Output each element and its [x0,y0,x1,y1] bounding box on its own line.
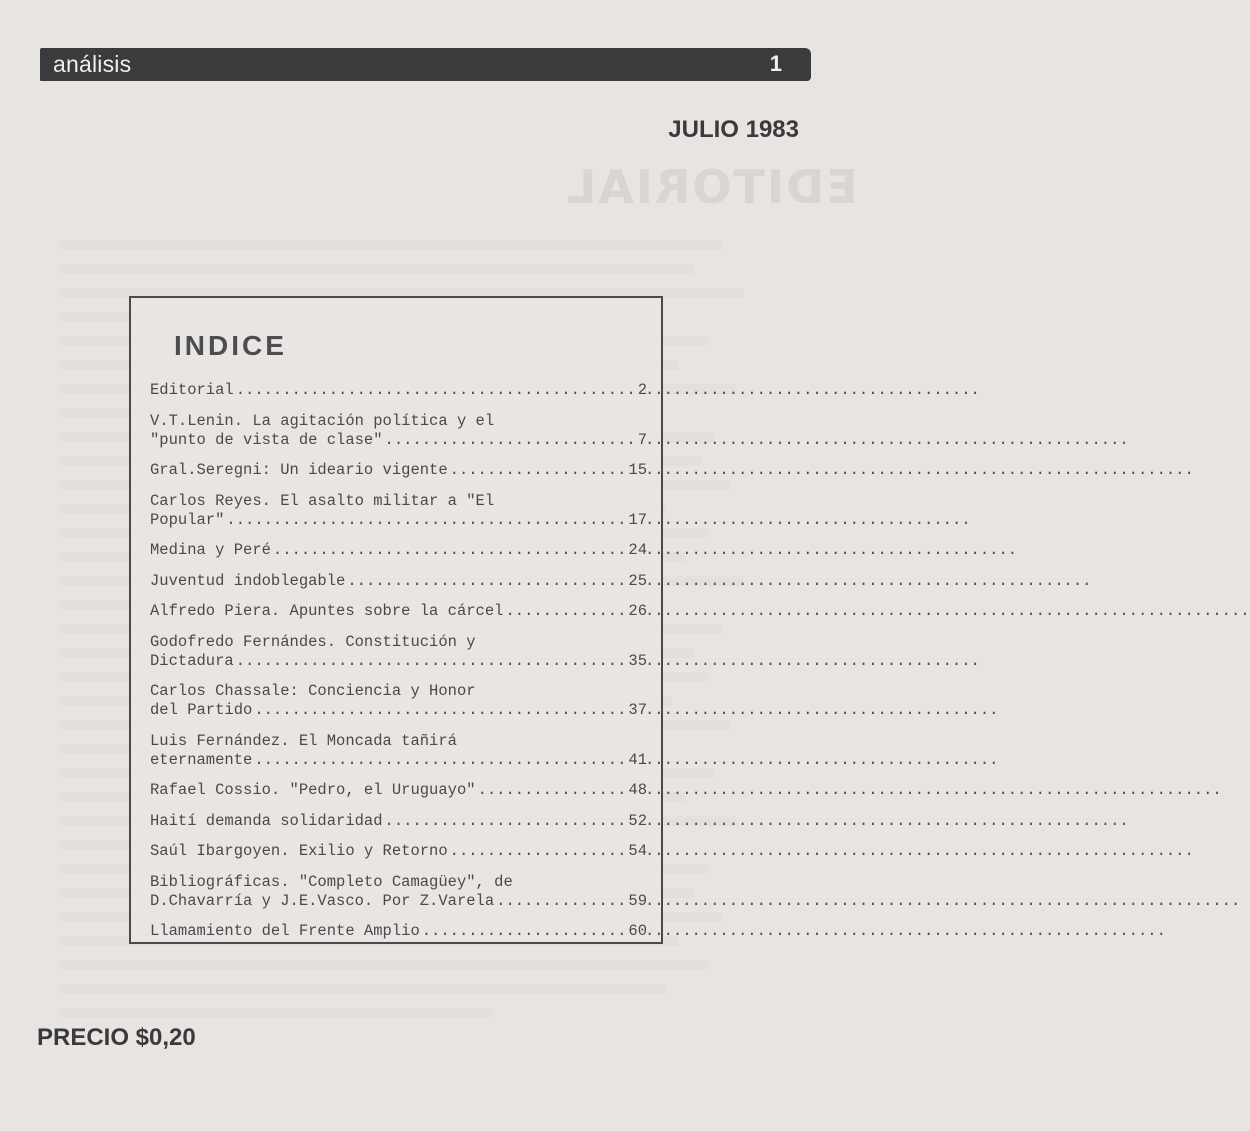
toc-entry-title: Luis Fernández. El Moncada tañirá eternamente ..... [150,732,626,770]
toc-entry-title: Alfredo Piera. Apuntes sobre la cárcel ..... [150,602,626,621]
toc-entry-page: 26 [628,602,647,620]
toc-entry-page: 35 [628,651,647,670]
table-of-contents [150,381,647,953]
publication-title: análisis [53,51,132,77]
toc-entry [150,781,647,800]
toc-entry [150,873,647,911]
toc-entry-page: 24 [628,541,647,559]
masthead-bar [40,48,811,81]
toc-entry [150,812,647,831]
toc-entry [150,381,647,400]
toc-entry-page: 2 [637,381,647,399]
toc-entry-page: 17 [628,510,647,529]
toc-entry-page: 7 [637,430,647,449]
toc-entry-page: 59 [628,891,647,910]
toc-entry-page: 48 [628,781,647,799]
toc-entry-title: Bibliográficas. "Completo Camagüey", de D.Chavarría y J.E.Vasco. Por Z.Varela ..... [150,873,626,911]
toc-entry-title: Editorial ..... [150,381,636,400]
toc-entry-title: Juventud indoblegable ..... [150,572,626,591]
toc-entry-page: 60 [628,922,647,940]
toc-entry-page: 37 [628,701,647,719]
toc-entry-title: Saúl Ibargoyen. Exilio y Retorno ..... [150,842,626,861]
toc-entry [150,572,647,591]
toc-entry-title: Carlos Chassale: Conciencia y Honor del Partido ..... [150,682,626,720]
toc-entry [150,602,647,621]
toc-entry [150,412,647,450]
toc-entry-page: 52 [628,811,647,830]
toc-entry-title: Medina y Peré ..... [150,541,626,560]
show-through-text: EDITORIAL [565,160,858,214]
toc-entry [150,682,647,720]
toc-entry [150,922,647,941]
toc-entry [150,842,647,861]
toc-entry-page: 15 [628,461,647,479]
toc-entry [150,541,647,560]
toc-entry-title: Rafael Cossio. "Pedro, el Uruguayo" ..... [150,781,626,800]
index-heading: INDICE [174,330,287,361]
toc-entry-title: Llamamiento del Frente Amplio ..... [150,922,626,941]
toc-entry-title: Carlos Reyes. El asalto militar a "El Popular" ..... [150,492,626,530]
toc-entry [150,633,647,671]
toc-entry-title: Godofredo Fernándes. Constitución y Dictadura ..... [150,633,626,671]
toc-entry-page: 41 [628,750,647,769]
issue-date: JULIO 1983 [668,116,799,143]
price-label: PRECIO $0,20 [37,1024,196,1051]
toc-entry-title: V.T.Lenin. La agitación política y el "punto de vista de clase" ..... [150,412,636,450]
toc-entry-page: 25 [628,571,647,590]
toc-entry-title: Haití demanda solidaridad ..... [150,812,626,831]
toc-entry-title: Gral.Seregni: Un ideario vigente ..... [150,461,626,480]
toc-entry [150,492,647,530]
index-box [129,296,663,944]
toc-entry [150,461,647,480]
toc-entry [150,732,647,770]
page-number: 1 [769,51,782,76]
toc-entry-page: 54 [628,842,647,860]
